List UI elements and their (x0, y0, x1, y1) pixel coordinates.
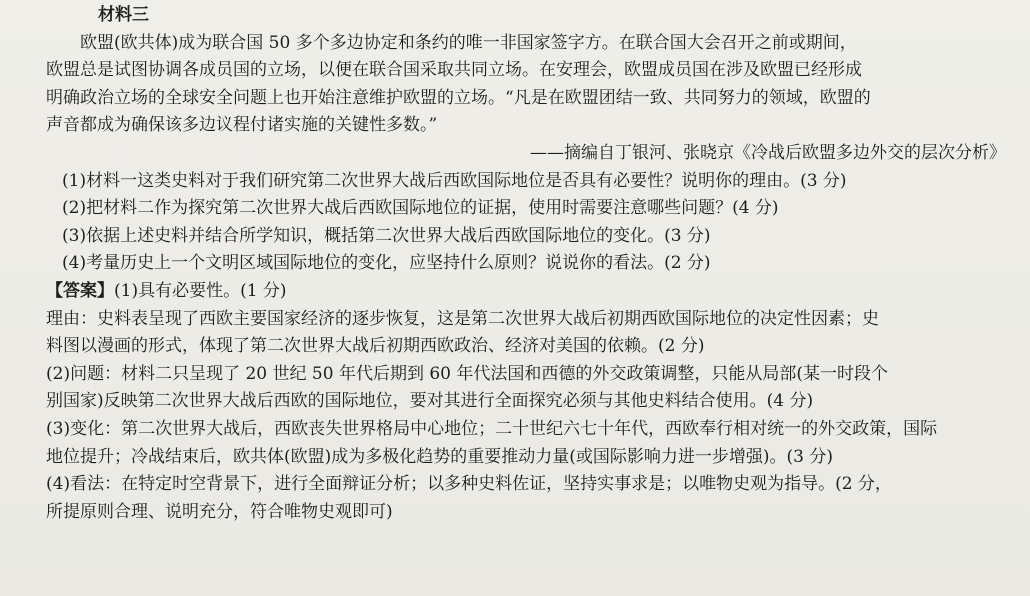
answer-line: 理由：史料表呈现了西欧主要国家经济的逐步恢复，这是第二次世界大战后初期西欧国际地位的决定性因素；史 (46, 308, 879, 329)
answer-line: (4)看法：在特定时空背景下，进行全面辩证分析；以多种史料佐证，坚持实事求是；以唯物史观为指导。(2 分， (46, 474, 892, 495)
answer-section (46, 278, 1008, 526)
source-citation: ——摘编自丁银河、张晓京《冷战后欧盟多边外交的层次分析》 (530, 142, 1006, 163)
answer-line: 地位提升；冷战结束后，欧共体(欧盟)成为多极化趋势的重要推动力量(或国际影响力进一步增强)。(3 分) (46, 446, 834, 467)
answer-line: (2)问题：材料二只呈现了 20 世纪 50 年代后期到 60 年代法国和西德的外交政策调整，只能从局部(某一时段个 (46, 363, 889, 384)
answer-tag: 【答案】 (46, 280, 114, 301)
answer-first-line (46, 278, 1008, 306)
answer-first-text: (1)具有必要性。(1 分) (114, 280, 287, 301)
paragraph-line: 欧盟总是试图协调各成员国的立场，以便在联合国采取共同立场。在安理会，欧盟成员国在涉及欧盟已经形成 (46, 60, 862, 81)
material-heading: 材料三 (98, 5, 149, 25)
answer-line: 料图以漫画的形式，体现了第二次世界大战后初期西欧政治、经济对美国的依赖。(2 分) (46, 336, 705, 357)
question-item: (3)依据上述史料并结合所学知识，概括第二次世界大战后西欧国际地位的变化。(3 分) (62, 225, 711, 246)
paragraph-line: 明确政治立场的全球安全问题上也开始注意维护欧盟的立场。“凡是在欧盟团结一致、共同努力的领域，欧盟的 (46, 87, 871, 108)
question-item: (2)把材料二作为探究第二次世界大战后西欧国际地位的证据，使用时需要注意哪些问题？(4 分) (62, 198, 779, 219)
question-list (46, 168, 1008, 278)
paragraph-line: 声音都成为确保该多边议程付诸实施的关键性多数。” (46, 115, 438, 136)
answer-line: (3)变化：第二次世界大战后，西欧丧失世界格局中心地位；二十世纪六七十年代，西欧奉行相对统一的外交政策，国际 (46, 418, 938, 439)
question-item: (1)材料一这类史料对于我们研究第二次世界大战后西欧国际地位是否具有必要性？说明你的理由。(3 分) (62, 170, 847, 191)
answer-line: 别国家)反映第二次世界大战后西欧的国际地位，要对其进行全面探究必须与其他史料结合使用。(4 分) (46, 391, 814, 412)
paragraph-line: 欧盟(欧共体)成为联合国 50 多个多边协定和条约的唯一非国家签字方。在联合国大会召开之前或期间， (80, 32, 857, 53)
material-paragraph (46, 30, 1008, 140)
answer-line: 所提原则合理、说明充分，符合唯物史观即可) (46, 501, 393, 522)
question-item: (4)考量历史上一个文明区域国际地位的变化，应坚持什么原则？说说你的看法。(2 分) (62, 253, 711, 274)
